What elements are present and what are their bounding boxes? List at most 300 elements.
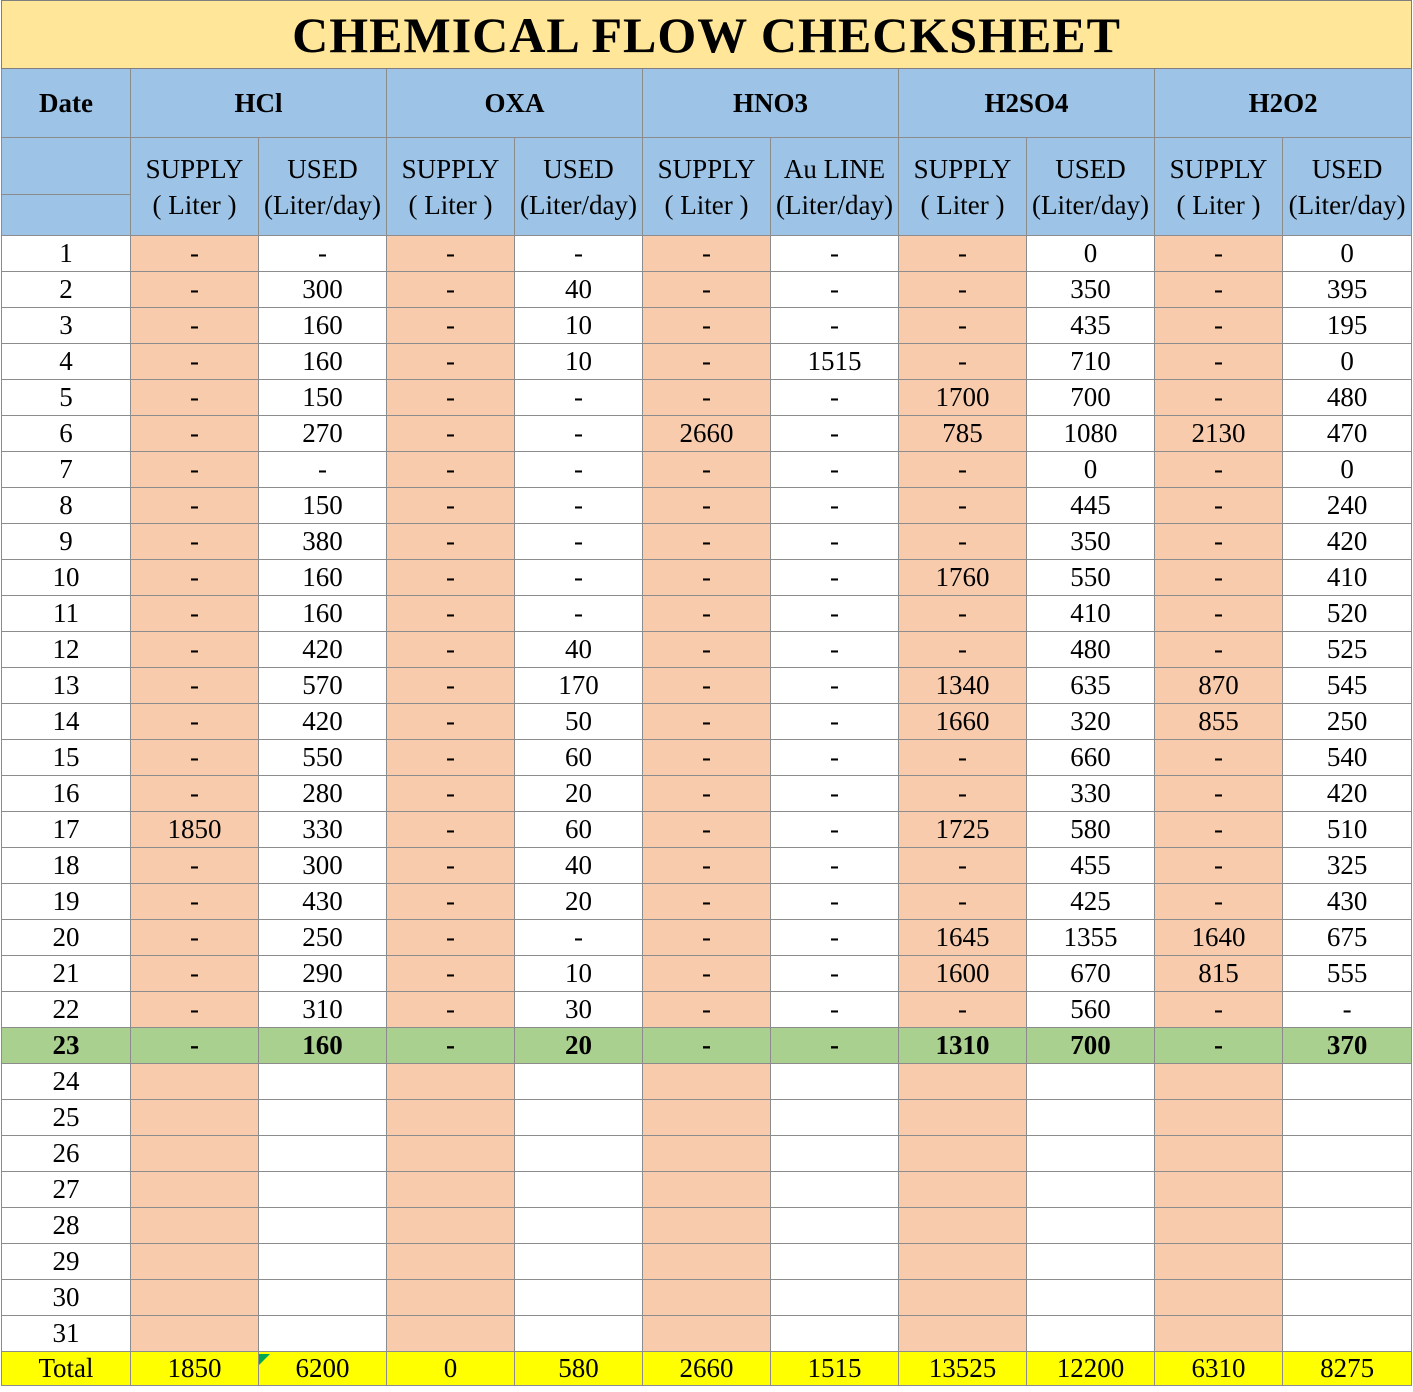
h2so4-supply-cell[interactable] — [899, 1316, 1027, 1352]
h2o2-used-cell[interactable]: 420 — [1283, 776, 1412, 812]
h2so4-used-cell[interactable]: 660 — [1027, 740, 1155, 776]
h2so4-used-cell[interactable]: 425 — [1027, 884, 1155, 920]
hno3-au-line-cell[interactable]: - — [771, 740, 899, 776]
h2so4-supply-cell[interactable] — [899, 1208, 1027, 1244]
h2o2-supply-cell[interactable]: - — [1155, 992, 1283, 1028]
hno3-supply-cell[interactable]: - — [643, 776, 771, 812]
h2so4-used-cell[interactable] — [1027, 1136, 1155, 1172]
hcl-supply-cell[interactable]: - — [131, 704, 259, 740]
hno3-supply-cell[interactable] — [643, 1136, 771, 1172]
oxa-used-cell[interactable]: 20 — [515, 776, 643, 812]
h2o2-used-cell[interactable]: 555 — [1283, 956, 1412, 992]
h2o2-used-cell[interactable]: - — [1283, 992, 1412, 1028]
hno3-supply-cell[interactable]: - — [643, 812, 771, 848]
h2so4-used-cell[interactable]: 635 — [1027, 668, 1155, 704]
hcl-used-cell[interactable]: 150 — [259, 488, 387, 524]
hcl-supply-cell[interactable] — [131, 1064, 259, 1100]
h2o2-used-cell[interactable] — [1283, 1172, 1412, 1208]
h2o2-used-cell[interactable]: 0 — [1283, 236, 1412, 272]
oxa-used-cell[interactable]: 60 — [515, 740, 643, 776]
hno3-supply-cell[interactable]: - — [643, 308, 771, 344]
oxa-used-cell[interactable]: 20 — [515, 884, 643, 920]
h2o2-used-cell[interactable] — [1283, 1244, 1412, 1280]
date-cell[interactable]: 21 — [2, 956, 131, 992]
hcl-supply-cell[interactable]: - — [131, 884, 259, 920]
hcl-supply-cell[interactable]: - — [131, 776, 259, 812]
h2o2-used-cell[interactable] — [1283, 1208, 1412, 1244]
h2so4-supply-cell[interactable]: - — [899, 524, 1027, 560]
date-cell[interactable]: 25 — [2, 1100, 131, 1136]
h2so4-used-cell[interactable]: 550 — [1027, 560, 1155, 596]
hcl-supply-cell[interactable]: - — [131, 668, 259, 704]
h2o2-used-cell[interactable]: 545 — [1283, 668, 1412, 704]
date-cell[interactable]: 17 — [2, 812, 131, 848]
oxa-supply-cell[interactable]: - — [387, 740, 515, 776]
hno3-au-line-cell[interactable]: - — [771, 524, 899, 560]
h2o2-supply-cell[interactable]: - — [1155, 308, 1283, 344]
oxa-supply-cell[interactable] — [387, 1208, 515, 1244]
h2so4-used-cell[interactable]: 670 — [1027, 956, 1155, 992]
hcl-supply-cell[interactable]: - — [131, 452, 259, 488]
h2so4-supply-cell[interactable] — [899, 1100, 1027, 1136]
oxa-supply-cell[interactable]: - — [387, 632, 515, 668]
oxa-supply-cell[interactable]: - — [387, 524, 515, 560]
oxa-used-cell[interactable] — [515, 1316, 643, 1352]
hno3-au-line-cell[interactable]: - — [771, 272, 899, 308]
hcl-used-cell[interactable]: 270 — [259, 416, 387, 452]
oxa-used-cell[interactable] — [515, 1208, 643, 1244]
h2so4-supply-cell[interactable]: - — [899, 848, 1027, 884]
h2o2-used-cell[interactable] — [1283, 1064, 1412, 1100]
hcl-supply-cell[interactable] — [131, 1316, 259, 1352]
h2so4-used-cell[interactable]: 0 — [1027, 452, 1155, 488]
hcl-used-cell[interactable]: 550 — [259, 740, 387, 776]
h2o2-used-cell[interactable]: 525 — [1283, 632, 1412, 668]
oxa-used-cell[interactable]: 40 — [515, 632, 643, 668]
h2so4-used-cell[interactable]: 350 — [1027, 524, 1155, 560]
h2so4-supply-cell[interactable]: - — [899, 596, 1027, 632]
h2o2-supply-cell[interactable]: - — [1155, 596, 1283, 632]
h2o2-supply-cell[interactable]: - — [1155, 884, 1283, 920]
hcl-used-cell[interactable]: 430 — [259, 884, 387, 920]
oxa-supply-cell[interactable]: - — [387, 488, 515, 524]
h2o2-supply-cell[interactable] — [1155, 1100, 1283, 1136]
h2o2-supply-cell[interactable]: 2130 — [1155, 416, 1283, 452]
h2o2-supply-cell[interactable]: 815 — [1155, 956, 1283, 992]
hno3-supply-cell[interactable]: - — [643, 956, 771, 992]
h2so4-used-cell[interactable]: 410 — [1027, 596, 1155, 632]
h2so4-supply-cell[interactable] — [899, 1172, 1027, 1208]
h2o2-used-cell[interactable]: 325 — [1283, 848, 1412, 884]
date-cell[interactable]: 1 — [2, 236, 131, 272]
hno3-au-line-cell[interactable]: - — [771, 308, 899, 344]
hno3-au-line-cell[interactable]: - — [771, 632, 899, 668]
hno3-supply-cell[interactable] — [643, 1100, 771, 1136]
date-cell[interactable]: 26 — [2, 1136, 131, 1172]
total-h2so4-used[interactable]: 12200 — [1027, 1352, 1155, 1386]
h2so4-supply-cell[interactable] — [899, 1244, 1027, 1280]
hcl-used-cell[interactable]: 250 — [259, 920, 387, 956]
total-h2o2-supply[interactable]: 6310 — [1155, 1352, 1283, 1386]
total-oxa-used[interactable]: 580 — [515, 1352, 643, 1386]
h2so4-supply-cell[interactable] — [899, 1280, 1027, 1316]
h2o2-supply-cell[interactable]: - — [1155, 236, 1283, 272]
h2o2-used-cell[interactable]: 240 — [1283, 488, 1412, 524]
h2so4-supply-cell[interactable]: 1600 — [899, 956, 1027, 992]
hno3-au-line-cell[interactable]: - — [771, 812, 899, 848]
hcl-supply-cell[interactable]: - — [131, 632, 259, 668]
oxa-supply-cell[interactable]: - — [387, 236, 515, 272]
oxa-used-cell[interactable] — [515, 1244, 643, 1280]
hcl-used-cell[interactable]: 570 — [259, 668, 387, 704]
h2so4-supply-cell[interactable]: - — [899, 452, 1027, 488]
h2o2-used-cell[interactable]: 370 — [1283, 1028, 1412, 1064]
hno3-supply-cell[interactable]: - — [643, 560, 771, 596]
h2so4-supply-cell[interactable]: - — [899, 308, 1027, 344]
h2o2-supply-cell[interactable]: - — [1155, 740, 1283, 776]
h2so4-supply-cell[interactable]: 1645 — [899, 920, 1027, 956]
total-h2so4-supply[interactable]: 13525 — [899, 1352, 1027, 1386]
hcl-supply-cell[interactable]: - — [131, 920, 259, 956]
oxa-supply-cell[interactable]: - — [387, 992, 515, 1028]
hno3-au-line-cell[interactable]: - — [771, 884, 899, 920]
h2o2-used-cell[interactable] — [1283, 1100, 1412, 1136]
hno3-supply-cell[interactable] — [643, 1064, 771, 1100]
hcl-used-cell[interactable] — [259, 1136, 387, 1172]
oxa-supply-cell[interactable]: - — [387, 308, 515, 344]
date-cell[interactable]: 13 — [2, 668, 131, 704]
hno3-au-line-cell[interactable]: - — [771, 416, 899, 452]
h2o2-supply-cell[interactable] — [1155, 1136, 1283, 1172]
h2o2-supply-cell[interactable]: - — [1155, 812, 1283, 848]
date-cell[interactable]: 4 — [2, 344, 131, 380]
hno3-supply-cell[interactable]: - — [643, 488, 771, 524]
h2so4-supply-cell[interactable]: - — [899, 272, 1027, 308]
h2o2-supply-cell[interactable]: - — [1155, 632, 1283, 668]
hno3-au-line-cell[interactable] — [771, 1100, 899, 1136]
date-cell[interactable]: 30 — [2, 1280, 131, 1316]
oxa-used-cell[interactable]: - — [515, 488, 643, 524]
hno3-au-line-cell[interactable] — [771, 1172, 899, 1208]
h2so4-supply-cell[interactable]: - — [899, 992, 1027, 1028]
hno3-au-line-cell[interactable]: - — [771, 776, 899, 812]
hcl-supply-cell[interactable] — [131, 1136, 259, 1172]
date-cell[interactable]: 18 — [2, 848, 131, 884]
oxa-supply-cell[interactable] — [387, 1172, 515, 1208]
h2o2-supply-cell[interactable]: - — [1155, 776, 1283, 812]
h2so4-supply-cell[interactable]: - — [899, 884, 1027, 920]
hcl-supply-cell[interactable] — [131, 1100, 259, 1136]
h2o2-supply-cell[interactable]: - — [1155, 848, 1283, 884]
oxa-used-cell[interactable]: 40 — [515, 272, 643, 308]
hno3-au-line-cell[interactable] — [771, 1244, 899, 1280]
oxa-used-cell[interactable]: - — [515, 524, 643, 560]
hno3-supply-cell[interactable]: - — [643, 272, 771, 308]
oxa-used-cell[interactable]: 30 — [515, 992, 643, 1028]
h2o2-used-cell[interactable]: 480 — [1283, 380, 1412, 416]
h2so4-supply-cell[interactable]: 1700 — [899, 380, 1027, 416]
h2o2-supply-cell[interactable]: - — [1155, 344, 1283, 380]
hno3-supply-cell[interactable]: - — [643, 992, 771, 1028]
hcl-used-cell[interactable] — [259, 1100, 387, 1136]
h2so4-used-cell[interactable]: 445 — [1027, 488, 1155, 524]
hcl-used-cell[interactable] — [259, 1208, 387, 1244]
hno3-supply-cell[interactable]: - — [643, 632, 771, 668]
hno3-supply-cell[interactable]: 2660 — [643, 416, 771, 452]
h2o2-used-cell[interactable]: 0 — [1283, 452, 1412, 488]
h2so4-supply-cell[interactable]: 1340 — [899, 668, 1027, 704]
hno3-au-line-cell[interactable]: - — [771, 236, 899, 272]
date-cell[interactable]: 20 — [2, 920, 131, 956]
h2so4-used-cell[interactable] — [1027, 1172, 1155, 1208]
hcl-used-cell[interactable]: 420 — [259, 632, 387, 668]
h2o2-used-cell[interactable]: 430 — [1283, 884, 1412, 920]
h2o2-supply-cell[interactable]: - — [1155, 1028, 1283, 1064]
hno3-supply-cell[interactable]: - — [643, 452, 771, 488]
h2so4-used-cell[interactable] — [1027, 1100, 1155, 1136]
oxa-used-cell[interactable] — [515, 1280, 643, 1316]
oxa-supply-cell[interactable] — [387, 1064, 515, 1100]
date-cell[interactable]: 7 — [2, 452, 131, 488]
total-oxa-supply[interactable]: 0 — [387, 1352, 515, 1386]
hcl-used-cell[interactable] — [259, 1172, 387, 1208]
date-cell[interactable]: 27 — [2, 1172, 131, 1208]
h2o2-supply-cell[interactable] — [1155, 1208, 1283, 1244]
oxa-used-cell[interactable] — [515, 1136, 643, 1172]
h2so4-used-cell[interactable]: 560 — [1027, 992, 1155, 1028]
h2o2-supply-cell[interactable]: - — [1155, 380, 1283, 416]
hno3-supply-cell[interactable] — [643, 1280, 771, 1316]
date-cell[interactable]: 19 — [2, 884, 131, 920]
hcl-used-cell[interactable]: - — [259, 452, 387, 488]
hcl-used-cell[interactable]: 150 — [259, 380, 387, 416]
hno3-supply-cell[interactable]: - — [643, 344, 771, 380]
hno3-au-line-cell[interactable]: - — [771, 848, 899, 884]
hcl-supply-cell[interactable]: - — [131, 560, 259, 596]
hcl-supply-cell[interactable]: 1850 — [131, 812, 259, 848]
h2o2-used-cell[interactable]: 510 — [1283, 812, 1412, 848]
hcl-used-cell[interactable]: 300 — [259, 272, 387, 308]
hno3-au-line-cell[interactable]: - — [771, 920, 899, 956]
h2so4-supply-cell[interactable]: 1725 — [899, 812, 1027, 848]
hno3-supply-cell[interactable]: - — [643, 524, 771, 560]
hcl-supply-cell[interactable]: - — [131, 236, 259, 272]
hno3-au-line-cell[interactable]: - — [771, 560, 899, 596]
hcl-supply-cell[interactable] — [131, 1172, 259, 1208]
h2so4-supply-cell[interactable]: - — [899, 488, 1027, 524]
h2so4-supply-cell[interactable]: 1310 — [899, 1028, 1027, 1064]
h2so4-used-cell[interactable]: 710 — [1027, 344, 1155, 380]
hcl-supply-cell[interactable]: - — [131, 740, 259, 776]
h2so4-used-cell[interactable]: 480 — [1027, 632, 1155, 668]
h2o2-supply-cell[interactable]: - — [1155, 524, 1283, 560]
oxa-supply-cell[interactable]: - — [387, 560, 515, 596]
hcl-used-cell[interactable]: 290 — [259, 956, 387, 992]
hno3-supply-cell[interactable]: - — [643, 236, 771, 272]
oxa-supply-cell[interactable]: - — [387, 884, 515, 920]
h2o2-used-cell[interactable]: 0 — [1283, 344, 1412, 380]
date-cell[interactable]: 23 — [2, 1028, 131, 1064]
h2so4-used-cell[interactable]: 1355 — [1027, 920, 1155, 956]
hno3-au-line-cell[interactable]: - — [771, 704, 899, 740]
hcl-used-cell[interactable]: 300 — [259, 848, 387, 884]
h2so4-supply-cell[interactable]: 1760 — [899, 560, 1027, 596]
hcl-supply-cell[interactable]: - — [131, 596, 259, 632]
h2so4-used-cell[interactable] — [1027, 1316, 1155, 1352]
h2o2-used-cell[interactable] — [1283, 1316, 1412, 1352]
date-cell[interactable]: 12 — [2, 632, 131, 668]
oxa-supply-cell[interactable]: - — [387, 848, 515, 884]
hcl-used-cell[interactable]: 160 — [259, 596, 387, 632]
h2so4-supply-cell[interactable]: - — [899, 632, 1027, 668]
h2o2-supply-cell[interactable]: - — [1155, 452, 1283, 488]
h2o2-supply-cell[interactable]: 1640 — [1155, 920, 1283, 956]
h2o2-supply-cell[interactable]: 855 — [1155, 704, 1283, 740]
hno3-supply-cell[interactable]: - — [643, 1028, 771, 1064]
h2so4-supply-cell[interactable] — [899, 1064, 1027, 1100]
oxa-supply-cell[interactable]: - — [387, 704, 515, 740]
h2so4-used-cell[interactable] — [1027, 1280, 1155, 1316]
oxa-used-cell[interactable]: 20 — [515, 1028, 643, 1064]
hno3-au-line-cell[interactable]: - — [771, 596, 899, 632]
h2o2-supply-cell[interactable]: - — [1155, 560, 1283, 596]
hno3-au-line-cell[interactable]: - — [771, 956, 899, 992]
h2o2-supply-cell[interactable] — [1155, 1064, 1283, 1100]
h2so4-supply-cell[interactable] — [899, 1136, 1027, 1172]
hno3-supply-cell[interactable]: - — [643, 380, 771, 416]
oxa-supply-cell[interactable]: - — [387, 812, 515, 848]
h2o2-used-cell[interactable] — [1283, 1280, 1412, 1316]
hcl-used-cell[interactable] — [259, 1064, 387, 1100]
h2so4-supply-cell[interactable]: - — [899, 740, 1027, 776]
h2so4-used-cell[interactable]: 580 — [1027, 812, 1155, 848]
hcl-used-cell[interactable] — [259, 1244, 387, 1280]
hcl-supply-cell[interactable]: - — [131, 308, 259, 344]
h2so4-used-cell[interactable]: 1080 — [1027, 416, 1155, 452]
h2so4-used-cell[interactable] — [1027, 1208, 1155, 1244]
hcl-supply-cell[interactable]: - — [131, 272, 259, 308]
hno3-au-line-cell[interactable]: - — [771, 992, 899, 1028]
date-cell[interactable]: 5 — [2, 380, 131, 416]
hno3-au-line-cell[interactable] — [771, 1136, 899, 1172]
hno3-supply-cell[interactable] — [643, 1244, 771, 1280]
hcl-used-cell[interactable]: 160 — [259, 1028, 387, 1064]
date-cell[interactable]: 8 — [2, 488, 131, 524]
date-cell[interactable]: 29 — [2, 1244, 131, 1280]
date-cell[interactable]: 10 — [2, 560, 131, 596]
oxa-supply-cell[interactable] — [387, 1316, 515, 1352]
hcl-used-cell[interactable]: 330 — [259, 812, 387, 848]
hno3-au-line-cell[interactable]: - — [771, 1028, 899, 1064]
total-hcl-supply[interactable]: 1850 — [131, 1352, 259, 1386]
hno3-supply-cell[interactable]: - — [643, 704, 771, 740]
h2so4-used-cell[interactable]: 455 — [1027, 848, 1155, 884]
total-hno3-supply[interactable]: 2660 — [643, 1352, 771, 1386]
hcl-used-cell[interactable]: 160 — [259, 308, 387, 344]
hcl-supply-cell[interactable]: - — [131, 488, 259, 524]
h2o2-used-cell[interactable]: 250 — [1283, 704, 1412, 740]
h2so4-supply-cell[interactable]: - — [899, 236, 1027, 272]
h2so4-used-cell[interactable]: 0 — [1027, 236, 1155, 272]
hno3-supply-cell[interactable]: - — [643, 596, 771, 632]
h2o2-used-cell[interactable]: 470 — [1283, 416, 1412, 452]
hno3-supply-cell[interactable]: - — [643, 740, 771, 776]
hcl-supply-cell[interactable]: - — [131, 416, 259, 452]
h2o2-supply-cell[interactable]: - — [1155, 488, 1283, 524]
h2o2-supply-cell[interactable] — [1155, 1172, 1283, 1208]
h2o2-used-cell[interactable]: 195 — [1283, 308, 1412, 344]
oxa-supply-cell[interactable]: - — [387, 344, 515, 380]
oxa-used-cell[interactable] — [515, 1172, 643, 1208]
hcl-supply-cell[interactable] — [131, 1208, 259, 1244]
hcl-supply-cell[interactable]: - — [131, 956, 259, 992]
h2o2-supply-cell[interactable]: - — [1155, 272, 1283, 308]
hno3-au-line-cell[interactable]: - — [771, 452, 899, 488]
hcl-used-cell[interactable] — [259, 1280, 387, 1316]
hcl-supply-cell[interactable]: - — [131, 992, 259, 1028]
hno3-supply-cell[interactable]: - — [643, 848, 771, 884]
hcl-used-cell[interactable]: 160 — [259, 560, 387, 596]
date-cell[interactable]: 16 — [2, 776, 131, 812]
oxa-used-cell[interactable]: - — [515, 560, 643, 596]
date-cell[interactable]: 2 — [2, 272, 131, 308]
oxa-supply-cell[interactable]: - — [387, 956, 515, 992]
hno3-supply-cell[interactable]: - — [643, 884, 771, 920]
hcl-used-cell[interactable]: 380 — [259, 524, 387, 560]
h2o2-supply-cell[interactable] — [1155, 1316, 1283, 1352]
h2o2-used-cell[interactable]: 410 — [1283, 560, 1412, 596]
date-cell[interactable]: 22 — [2, 992, 131, 1028]
hcl-used-cell[interactable]: - — [259, 236, 387, 272]
oxa-used-cell[interactable]: - — [515, 596, 643, 632]
oxa-used-cell[interactable]: 60 — [515, 812, 643, 848]
h2so4-supply-cell[interactable]: - — [899, 776, 1027, 812]
hcl-used-cell[interactable]: 310 — [259, 992, 387, 1028]
hno3-supply-cell[interactable] — [643, 1208, 771, 1244]
oxa-used-cell[interactable] — [515, 1100, 643, 1136]
h2o2-used-cell[interactable]: 520 — [1283, 596, 1412, 632]
oxa-supply-cell[interactable]: - — [387, 776, 515, 812]
total-hno3-au-line[interactable]: 1515 — [771, 1352, 899, 1386]
date-cell[interactable]: 14 — [2, 704, 131, 740]
oxa-supply-cell[interactable]: - — [387, 668, 515, 704]
hcl-supply-cell[interactable]: - — [131, 1028, 259, 1064]
hno3-au-line-cell[interactable]: - — [771, 488, 899, 524]
oxa-used-cell[interactable]: - — [515, 236, 643, 272]
hcl-used-cell[interactable]: 160 — [259, 344, 387, 380]
date-cell[interactable]: 31 — [2, 1316, 131, 1352]
h2so4-supply-cell[interactable]: 1660 — [899, 704, 1027, 740]
hno3-au-line-cell[interactable]: - — [771, 380, 899, 416]
h2so4-used-cell[interactable] — [1027, 1244, 1155, 1280]
h2o2-used-cell[interactable]: 395 — [1283, 272, 1412, 308]
h2so4-used-cell[interactable]: 435 — [1027, 308, 1155, 344]
hno3-au-line-cell[interactable]: 1515 — [771, 344, 899, 380]
date-cell[interactable]: 3 — [2, 308, 131, 344]
hcl-supply-cell[interactable]: - — [131, 848, 259, 884]
h2so4-used-cell[interactable]: 700 — [1027, 1028, 1155, 1064]
oxa-used-cell[interactable]: 10 — [515, 308, 643, 344]
hno3-au-line-cell[interactable] — [771, 1064, 899, 1100]
h2o2-supply-cell[interactable] — [1155, 1280, 1283, 1316]
date-cell[interactable]: 11 — [2, 596, 131, 632]
hno3-supply-cell[interactable]: - — [643, 668, 771, 704]
oxa-used-cell[interactable]: - — [515, 920, 643, 956]
hcl-supply-cell[interactable] — [131, 1280, 259, 1316]
hno3-supply-cell[interactable] — [643, 1172, 771, 1208]
oxa-supply-cell[interactable] — [387, 1136, 515, 1172]
h2o2-used-cell[interactable] — [1283, 1136, 1412, 1172]
